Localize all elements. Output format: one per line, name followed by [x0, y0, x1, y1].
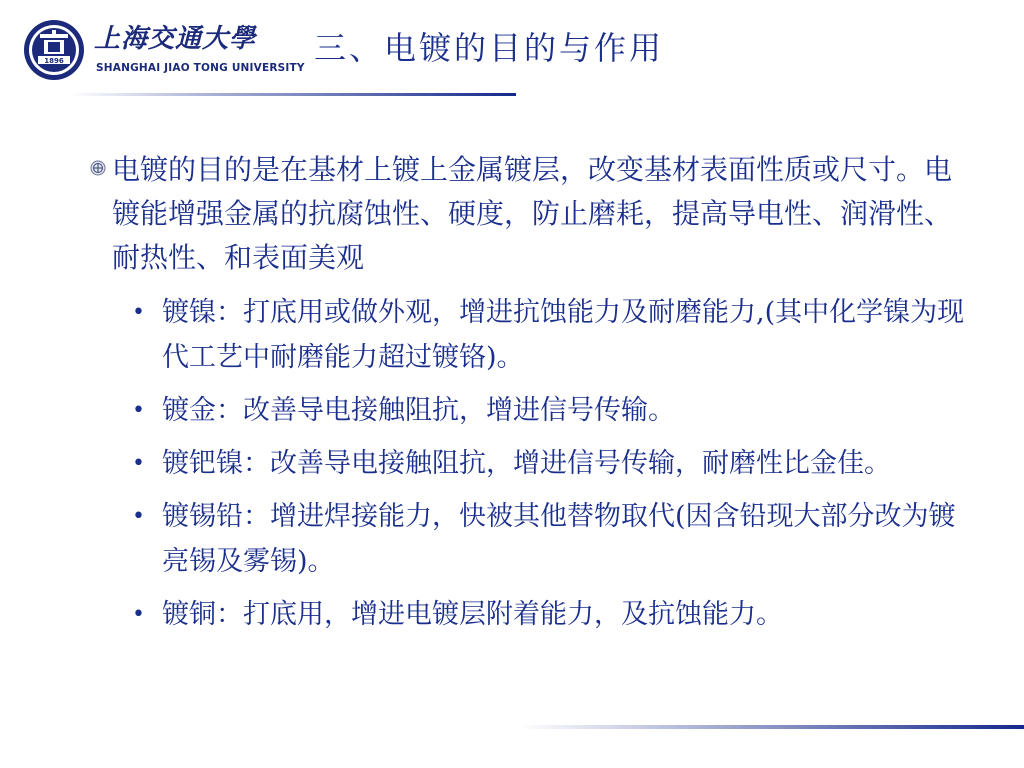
slide-title: 三、电镀的目的与作用 — [314, 29, 665, 67]
university-name-en: SHANGHAI JIAO TONG UNIVERSITY — [96, 62, 305, 74]
main-bullet-text: 电镀的目的是在基材上镀上金属镀层，改变基材表面性质或尺寸。电镀能增强金属的抗腐蚀性、硬度，防止磨耗，提高导电性、润滑性、耐热性、和表面美观 — [112, 153, 953, 274]
sub-bullet-item — [132, 592, 972, 637]
bullet-dot: • — [132, 602, 145, 627]
sub-bullet-item — [132, 494, 972, 584]
seal-year: 1896 — [44, 57, 64, 65]
sub-bullet-text: 镀金：改善导电接触阻抗，增进信号传输。 — [162, 395, 675, 426]
title-underline — [70, 93, 516, 96]
sub-bullet-text: 镀镍：打底用或做外观，增进抗蚀能力及耐磨能力,(其中化学镍为现代工艺中耐磨能力超过镀铬)。 — [162, 297, 965, 373]
sub-bullet-text: 镀铜：打底用，增进电镀层附着能力，及抗蚀能力。 — [162, 599, 783, 630]
sub-bullet-text: 镀钯镍：改善导电接触阻抗，增进信号传输，耐磨性比金佳。 — [162, 448, 891, 479]
sub-bullet-item — [132, 388, 972, 433]
university-name-cn: 上海交通大學 — [94, 24, 257, 54]
round-bullet-icon — [90, 160, 106, 176]
footer-rule — [520, 725, 1024, 729]
sub-bullet-item — [132, 290, 972, 380]
university-seal-icon — [22, 18, 86, 82]
university-logo — [22, 18, 305, 82]
sub-bullet-list — [132, 290, 972, 645]
sub-bullet-item — [132, 441, 972, 486]
bullet-dot: • — [132, 451, 145, 476]
bullet-dot: • — [132, 398, 145, 423]
bullet-dot: • — [132, 504, 145, 529]
bullet-dot: • — [132, 300, 145, 325]
sub-bullet-text: 镀锡铅：增进焊接能力，快被其他替物取代(因含铅现大部分改为镀亮锡及雾锡)。 — [162, 501, 956, 577]
